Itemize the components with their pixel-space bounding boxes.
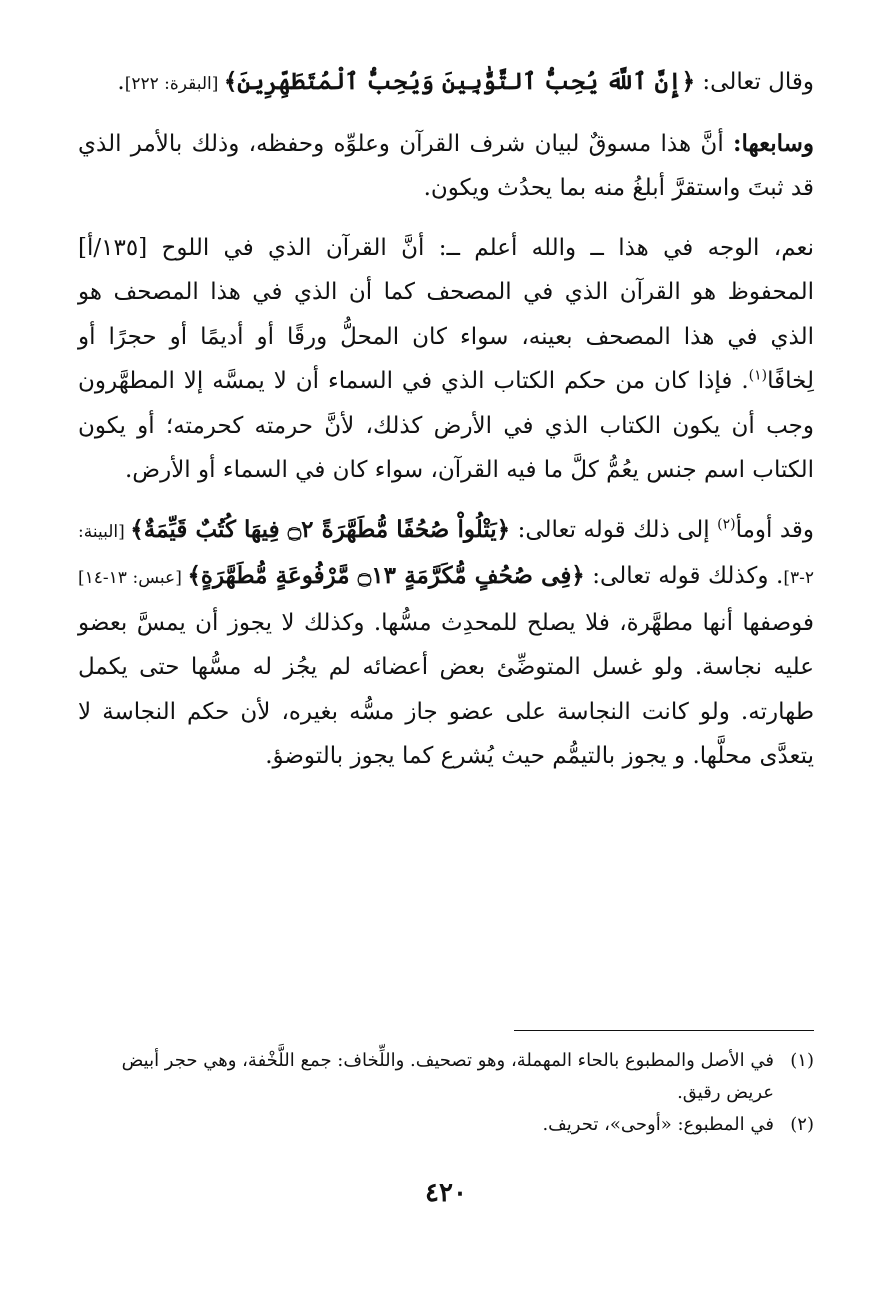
- main-text: [78, 60, 814, 779]
- page-number: ٤٢٠: [425, 1178, 467, 1208]
- verse-reference-bayyinah: [البينة: ٢-٣]: [78, 521, 814, 588]
- footnote-divider: [514, 1030, 814, 1031]
- paragraph-seventh-point: [78, 122, 814, 211]
- paragraph-text: أنَّ هذا مسوقٌ لبيان شرف القرآن وعلوِّه وحفظه، وذلك بالأمر الذي قد ثبتَ واستقرَّ أبلغُ منه بما يحدُث ويكون.: [78, 130, 814, 201]
- paragraph-lawh-mahfuz: [78, 226, 814, 493]
- footnote-2: [78, 1109, 814, 1141]
- verse-reference-abasa: [عبس: ١٣-١٤]: [78, 568, 188, 588]
- footnote-marker-1[interactable]: (١): [748, 367, 768, 384]
- footnotes-section: [78, 1030, 814, 1141]
- quran-verse-abasa: ﴿فِى صُحُفٍ مُّكَرَّمَةٍ ۝١٣ مَّرْفُوعَةٍ مُّطَهَّرَةٍ﴾: [187, 562, 585, 589]
- paragraph-text-part-d: فوصفها أنها مطهَّرة، فلا يصلح للمحدِث مسُّها. وكذلك لا يجوز أن يمسَّ بعضو عليه نجاسة. ولو غسل المتوضِّئ بعض أعضائه لم يجُز له مسُّها حتى يكمل طهارته. ولو كانت النجاسة على عضو جاز مسُّه بغيره، لأن حكم النجاسة لا يتعدَّى محلَّها. و يجوز بالتيمُّم حيث يُشرع كما يجوز بالتوضؤ.: [78, 609, 814, 769]
- verse-end: .: [117, 69, 125, 95]
- paragraph-text-part-b: إلى ذلك قوله تعالى:: [510, 516, 718, 543]
- verse-intro: وقال تعالى:: [695, 69, 814, 95]
- paragraph-text-part-a: وقد أومأ: [735, 516, 814, 543]
- footnote-1: [78, 1045, 814, 1109]
- footnote-text: في الأصل والمطبوع بالحاء المهملة، وهو تصحيف. واللِّخاف: جمع اللَّخْفة، وهي حجر أبيض عريض رقيق.: [121, 1050, 774, 1103]
- paragraph-lead: وسابعها:: [733, 129, 814, 157]
- quran-verse: ﴿إِنَّ ٱللَّهَ يُحِبُّ ٱلتَّوَّٰبِينَ وَيُحِبُّ ٱلْمُتَطَهِّرِينَ﴾: [223, 68, 696, 95]
- paragraph-quran-verse-baqarah: [78, 60, 814, 107]
- paragraph-text-part-c: . وكذلك قوله تعالى:: [584, 563, 784, 589]
- footnote-marker-2[interactable]: (٢): [717, 515, 736, 532]
- footnote-number: (١): [790, 1050, 814, 1071]
- quran-verse-bayyinah: ﴿يَتْلُواْ صُحُفًا مُّطَهَّرَةً ۝٢ فِيهَا كُتُبٌ قَيِّمَةٌ﴾: [130, 515, 511, 543]
- footnote-text: في المطبوع: «أوحى»، تحريف.: [542, 1114, 774, 1135]
- paragraph-verses-bayyinah-abasa: [78, 508, 814, 779]
- verse-reference: [البقرة: ٢٢٢]: [124, 74, 224, 94]
- footnote-number: (٢): [790, 1114, 814, 1135]
- paragraph-text-part-b: . فإذا كان من حكم الكتاب الذي في السماء أن لا يمسَّه إلا المطهَّرون وجب أن يكون الكتاب الذي في الأرض كذلك، لأنَّ حرمته كحرمته؛ أو يكون الكتاب اسم جنس يعُمُّ كلَّ ما فيه القرآن، سواء كان في السماء أو الأرض.: [78, 368, 814, 483]
- paragraph-text-part-a: نعم، الوجه في هذا ــ والله أعلم ــ: أنَّ القرآن الذي في اللوح [١٣٥/أ] المحفوظ هو القرآن الذي في المصحف كما أن الذي في هذا المصحف هو الذي في هذا المصحف بعينه، سواء كان المحلُّ ورقًا أو أديمًا أو حجرًا أو لِخافًا: [78, 234, 814, 394]
